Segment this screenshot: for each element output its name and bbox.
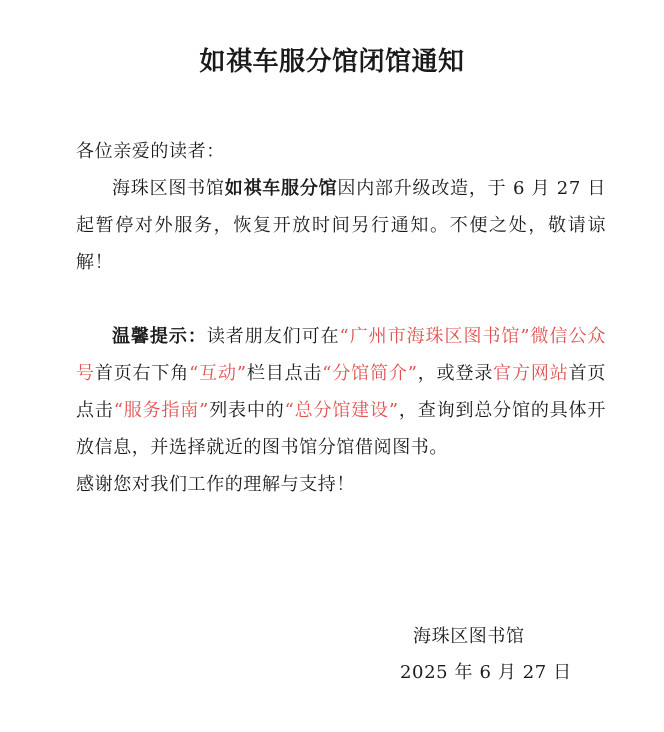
branch-building-link[interactable]: “总分馆建设” bbox=[284, 400, 399, 421]
signature-date: 2025 年 6 月 27 日 bbox=[400, 662, 572, 683]
tip-text-7: ，查询到总分馆的具体开放信息，并选择就近的图书馆分馆借阅图书。 bbox=[76, 400, 607, 458]
tips-paragraph bbox=[76, 318, 606, 466]
official-website-link[interactable]: 官方网站 bbox=[493, 363, 569, 384]
interact-menu-link[interactable]: “互动” bbox=[189, 363, 247, 384]
tip-text-3: 栏目点击 bbox=[246, 363, 323, 384]
closing-thanks: 感谢您对我们工作的理解与支持！ bbox=[76, 474, 355, 495]
closure-details: 因内部升级改造，于 6 月 27 日起暂停对外服务，恢复开放时间另行通知。不便之处，敬请谅解！ bbox=[76, 178, 606, 273]
branch-intro-link[interactable]: “分馆简介” bbox=[322, 363, 418, 384]
library-name: 海珠区图书馆 bbox=[112, 178, 225, 199]
closure-paragraph bbox=[76, 170, 606, 281]
tip-text-6: 列表中的 bbox=[208, 400, 285, 421]
wechat-account-link[interactable]: “广州市海珠区图书馆”微信公众号 bbox=[76, 326, 607, 384]
greeting: 各位亲爱的读者： bbox=[76, 141, 225, 162]
branch-name: 如祺车服分馆 bbox=[224, 178, 338, 199]
tip-label: 温馨提示： bbox=[112, 326, 207, 347]
tip-text-5: 首页点击 bbox=[76, 363, 607, 421]
signature-organization: 海珠区图书馆 bbox=[413, 626, 525, 647]
tip-text-2: 首页右下角 bbox=[94, 363, 190, 384]
tip-text-4: ，或登录 bbox=[417, 363, 494, 384]
tip-text-1: 读者朋友们可在 bbox=[206, 326, 340, 347]
notice-title: 如祺车服分馆闭馆通知 bbox=[199, 47, 465, 77]
service-guide-link[interactable]: “服务指南” bbox=[113, 400, 209, 421]
